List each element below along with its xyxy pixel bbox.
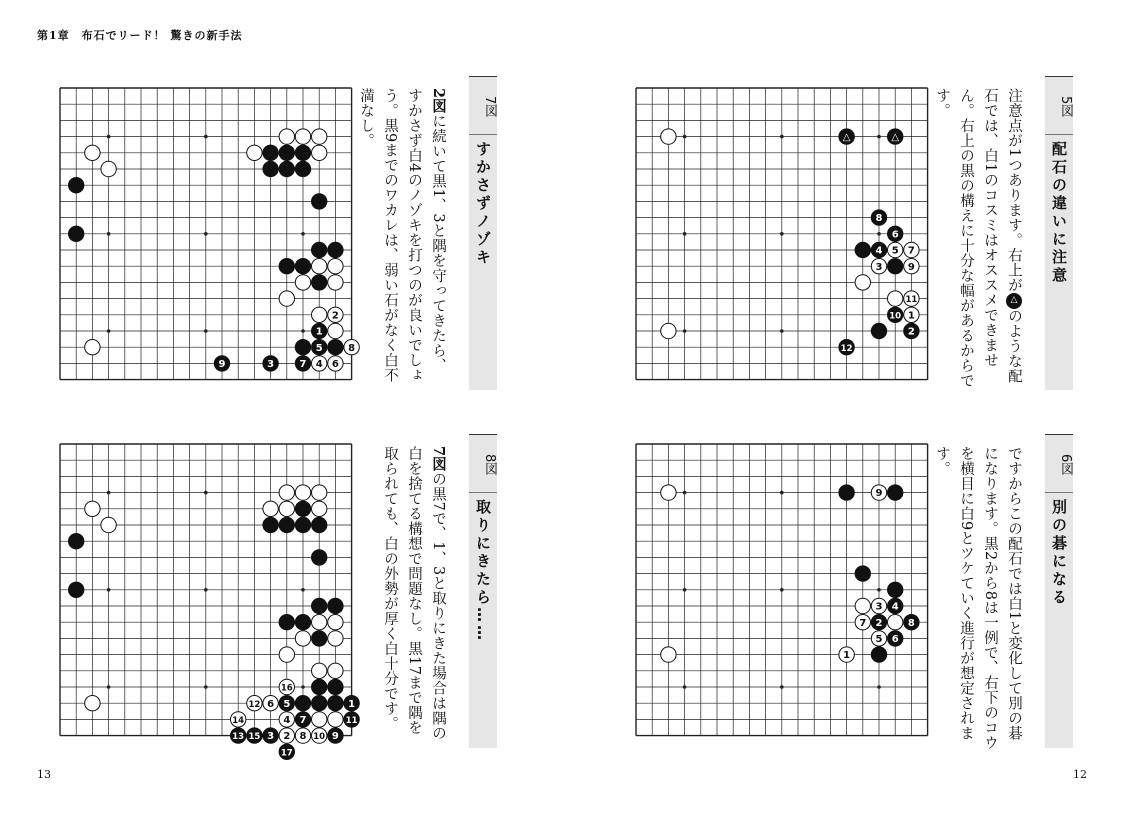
black-stone: [855, 566, 870, 581]
black-stone: [295, 696, 310, 711]
figure-title: 別の碁になる: [1050, 499, 1068, 607]
star-point: [204, 135, 208, 139]
black-stone: [295, 712, 310, 727]
move-number: 14: [232, 716, 245, 726]
move-number: △: [842, 132, 851, 144]
black-stone: [344, 712, 359, 727]
white-stone: [328, 663, 343, 678]
black-stone: [295, 259, 310, 274]
white-stone: [263, 501, 278, 516]
page-number-left: 13: [37, 768, 51, 781]
star-point: [780, 685, 784, 689]
move-number: 2: [331, 310, 339, 322]
star-point: [877, 135, 881, 139]
black-stone: [295, 161, 310, 176]
black-stone: [904, 323, 919, 338]
black-stone: [279, 517, 294, 532]
white-stone: [661, 323, 676, 338]
commentary-text: ですからこの配石では白1と変化して別の碁になります。黒2から8は一例で、右下のコウを横目に白9とツケていく進行が想定されます。: [934, 446, 1022, 751]
white-stone: [295, 631, 310, 646]
move-number: 13: [232, 732, 245, 743]
move-number: 2: [907, 326, 915, 338]
commentary-text: に続いて黒1、3と隅を守ってきたら、すかさず白4のノゾキを打つのが良いでしょう。黒9までのワカレは、弱い石がなく白不満なし。: [358, 88, 446, 383]
white-stone: [328, 323, 343, 338]
black-stone: [263, 145, 278, 160]
black-stone: [312, 517, 327, 532]
black-stone: [214, 356, 229, 371]
black-stone: [312, 679, 327, 694]
white-stone: [279, 728, 294, 743]
move-number: 12: [840, 343, 853, 354]
black-stone: [295, 356, 310, 371]
move-number: 5: [875, 634, 883, 645]
black-stone: [312, 631, 327, 646]
black-stone: [888, 307, 903, 322]
white-stone: [344, 340, 359, 355]
star-point: [204, 329, 208, 333]
white-stone: [871, 485, 886, 500]
move-number: 7: [859, 617, 867, 629]
white-stone: [295, 129, 310, 144]
move-number: 9: [907, 261, 915, 273]
black-stone: [263, 728, 278, 743]
white-stone: [312, 728, 327, 743]
move-number: 6: [891, 229, 899, 241]
move-number: △: [891, 132, 900, 144]
move-number: 3: [875, 261, 883, 273]
figure-number: 5図: [1058, 96, 1073, 118]
white-stone: [904, 291, 919, 306]
commentary-text: 注意点が1つあります。右上が: [1006, 88, 1022, 293]
black-stone: [279, 615, 294, 630]
white-stone: [904, 242, 919, 257]
black-stone: [871, 647, 886, 662]
white-stone: [328, 615, 343, 630]
black-stone: [839, 129, 854, 144]
black-stone: [312, 598, 327, 613]
white-stone: [312, 356, 327, 371]
white-stone: [312, 663, 327, 678]
star-point: [204, 685, 208, 689]
black-stone: [888, 485, 903, 500]
black-stone: [295, 501, 310, 516]
move-number: 5: [283, 698, 291, 710]
chapter-header: 第1章 布石でリード！ 驚きの新手法: [37, 29, 243, 42]
star-point: [301, 329, 305, 333]
star-point: [107, 232, 111, 236]
move-number: 11: [345, 716, 358, 726]
white-stone: [328, 275, 343, 290]
star-point: [683, 685, 687, 689]
move-number: 1: [315, 326, 323, 338]
figure-label-7: [469, 76, 497, 390]
star-point: [877, 588, 881, 592]
black-stone: [328, 598, 343, 613]
white-stone: [871, 259, 886, 274]
white-stone: [312, 485, 327, 500]
black-stone: [328, 242, 343, 257]
black-stone: [295, 145, 310, 160]
white-stone: [328, 259, 343, 274]
black-stone: [69, 226, 84, 241]
white-stone: [279, 712, 294, 727]
divider: [1045, 492, 1073, 493]
star-point: [780, 491, 784, 495]
figure-number: 8図: [482, 454, 497, 476]
divider: [469, 492, 497, 493]
star-point: [877, 685, 881, 689]
move-number: 9: [218, 359, 226, 370]
move-number: 4: [875, 245, 883, 257]
white-stone: [312, 307, 327, 322]
black-stone: [888, 598, 903, 613]
star-point: [780, 232, 784, 236]
white-stone: [279, 501, 294, 516]
white-stone: [328, 307, 343, 322]
black-stone: [839, 340, 854, 355]
star-point: [683, 588, 687, 592]
commentary-fig7: [358, 88, 450, 388]
black-stone: [312, 194, 327, 209]
move-number: 4: [283, 715, 291, 726]
star-point: [780, 329, 784, 333]
black-stone: [839, 485, 854, 500]
black-stone: [871, 615, 886, 630]
star-point: [877, 232, 881, 236]
white-stone: [904, 259, 919, 274]
star-point: [301, 685, 305, 689]
move-number: 3: [875, 601, 883, 613]
star-point: [683, 329, 687, 333]
white-stone: [312, 712, 327, 727]
move-number: 10: [313, 732, 326, 743]
move-number: 17: [280, 748, 293, 759]
go-board-fig8: [60, 444, 358, 759]
white-stone: [295, 728, 310, 743]
star-point: [204, 588, 208, 592]
black-stone: [295, 615, 310, 630]
move-number: 3: [267, 359, 275, 370]
move-number: 10: [889, 311, 902, 322]
white-stone: [247, 145, 262, 160]
move-number: 1: [348, 698, 356, 710]
divider: [1045, 134, 1073, 135]
move-number: 7: [299, 715, 307, 726]
black-stone: [888, 129, 903, 144]
star-point: [204, 232, 208, 236]
figure-title: すかさずノゾキ: [474, 141, 492, 267]
black-stone: [263, 161, 278, 176]
move-number: 5: [891, 245, 899, 257]
star-point: [107, 588, 111, 592]
move-number: 9: [875, 488, 883, 500]
white-stone: [101, 161, 116, 176]
white-stone: [279, 647, 294, 662]
move-number: 6: [267, 698, 275, 710]
black-stone: [328, 728, 343, 743]
white-stone: [855, 615, 870, 630]
white-stone: [661, 485, 676, 500]
move-number: 16: [280, 683, 293, 694]
move-number: 4: [891, 601, 899, 613]
black-stone: [69, 534, 84, 549]
black-stone: [295, 517, 310, 532]
black-stone: [328, 340, 343, 355]
star-point: [204, 491, 208, 495]
move-number: 4: [315, 359, 323, 370]
black-stone: [888, 582, 903, 597]
move-number: 2: [875, 617, 883, 629]
commentary-text: の黒7で、1、3と取りにきた場合は隅の白を捨てる構想で問題なし。黒17まで隅を取られても、白の外勢が厚く白十分です。: [382, 446, 446, 741]
go-board-fig7: [60, 88, 356, 380]
black-stone: [279, 145, 294, 160]
black-stone: [904, 615, 919, 630]
black-stone: [312, 323, 327, 338]
star-point: [107, 685, 111, 689]
black-stone: [69, 178, 84, 193]
white-stone: [85, 145, 100, 160]
move-number: 6: [891, 634, 899, 645]
star-point: [107, 491, 111, 495]
black-stone: [312, 275, 327, 290]
star-point: [107, 135, 111, 139]
commentary-text-2: のような配石では、白1のコスミはオススメできません。右上の黒の構えに十分な幅があるからです。: [934, 88, 1022, 388]
move-number: 8: [348, 342, 356, 354]
black-stone: [279, 744, 294, 759]
white-stone: [312, 501, 327, 516]
black-stone: [295, 340, 310, 355]
go-board-fig6: [636, 444, 928, 736]
white-stone: [85, 340, 100, 355]
black-stone: [312, 550, 327, 565]
move-number: 1: [907, 310, 915, 322]
figure-label-5: [1045, 76, 1073, 390]
figure-number: 6図: [1058, 454, 1073, 476]
figure-ref: 2図: [430, 88, 447, 114]
commentary-fig8: [374, 446, 450, 746]
white-stone: [85, 696, 100, 711]
black-stone: [328, 696, 343, 711]
white-stone: [328, 712, 343, 727]
white-stone: [279, 291, 294, 306]
move-number: 9: [331, 731, 339, 743]
black-stone: [871, 242, 886, 257]
white-stone: [101, 517, 116, 532]
black-stone: [263, 517, 278, 532]
white-stone: [312, 129, 327, 144]
white-stone: [888, 291, 903, 306]
black-stone: [279, 161, 294, 176]
white-stone: [295, 275, 310, 290]
figure-title: 取りにきたら……: [474, 499, 492, 643]
black-stone: [279, 696, 294, 711]
white-stone: [661, 129, 676, 144]
black-stone: [279, 259, 294, 274]
white-stone: [839, 647, 854, 662]
black-stone: [344, 696, 359, 711]
move-number: 8: [299, 731, 307, 743]
move-number: 6: [331, 359, 339, 370]
white-stone: [855, 598, 870, 613]
star-point: [301, 588, 305, 592]
move-number: 12: [248, 699, 261, 710]
page-number-right: 12: [1073, 768, 1087, 781]
figure-ref: 7図: [430, 446, 447, 472]
black-stone: [328, 679, 343, 694]
move-number: 2: [283, 731, 291, 743]
white-stone: [871, 631, 886, 646]
move-number: 3: [267, 731, 275, 743]
white-stone: [661, 647, 676, 662]
move-number: 7: [299, 359, 307, 370]
white-stone: [904, 307, 919, 322]
star-point: [683, 232, 687, 236]
black-stone: [871, 210, 886, 225]
black-stone: [312, 242, 327, 257]
figure-label-6: [1045, 434, 1073, 748]
white-stone: [312, 259, 327, 274]
black-stone: [247, 728, 262, 743]
figure-title: 配石の違いに注意: [1050, 141, 1068, 285]
move-number: 15: [248, 732, 261, 743]
black-stone: [69, 582, 84, 597]
white-stone: [312, 615, 327, 630]
move-number: 8: [875, 213, 883, 225]
figure-number: 7図: [482, 96, 497, 118]
black-stone: [888, 226, 903, 241]
star-point: [107, 329, 111, 333]
white-stone: [312, 145, 327, 160]
white-stone: [888, 242, 903, 257]
black-stone: [312, 340, 327, 355]
white-stone: [871, 598, 886, 613]
white-stone: [295, 485, 310, 500]
black-stone: [263, 356, 278, 371]
white-stone: [328, 356, 343, 371]
triangle-mark-icon: △: [1006, 293, 1022, 309]
white-stone: [263, 696, 278, 711]
star-point: [780, 588, 784, 592]
black-stone: [888, 631, 903, 646]
move-number: 11: [905, 295, 918, 306]
black-stone: [312, 696, 327, 711]
star-point: [301, 232, 305, 236]
white-stone: [247, 696, 262, 711]
black-stone: [231, 728, 246, 743]
star-point: [780, 135, 784, 139]
white-stone: [231, 712, 246, 727]
figure-label-8: [469, 434, 497, 748]
move-number: 7: [907, 245, 915, 257]
white-stone: [279, 129, 294, 144]
white-stone: [328, 631, 343, 646]
white-stone: [888, 615, 903, 630]
move-number: 1: [843, 650, 851, 662]
white-stone: [279, 679, 294, 694]
commentary-fig5: [934, 88, 1026, 388]
black-stone: [855, 242, 870, 257]
move-number: 5: [315, 342, 323, 354]
move-number: 8: [907, 617, 915, 629]
white-stone: [279, 485, 294, 500]
black-stone: [871, 323, 886, 338]
divider: [469, 134, 497, 135]
star-point: [683, 491, 687, 495]
commentary-fig6: [934, 446, 1026, 751]
white-stone: [85, 501, 100, 516]
black-stone: [888, 259, 903, 274]
white-stone: [855, 275, 870, 290]
go-board-fig5: [636, 88, 928, 380]
star-point: [683, 135, 687, 139]
